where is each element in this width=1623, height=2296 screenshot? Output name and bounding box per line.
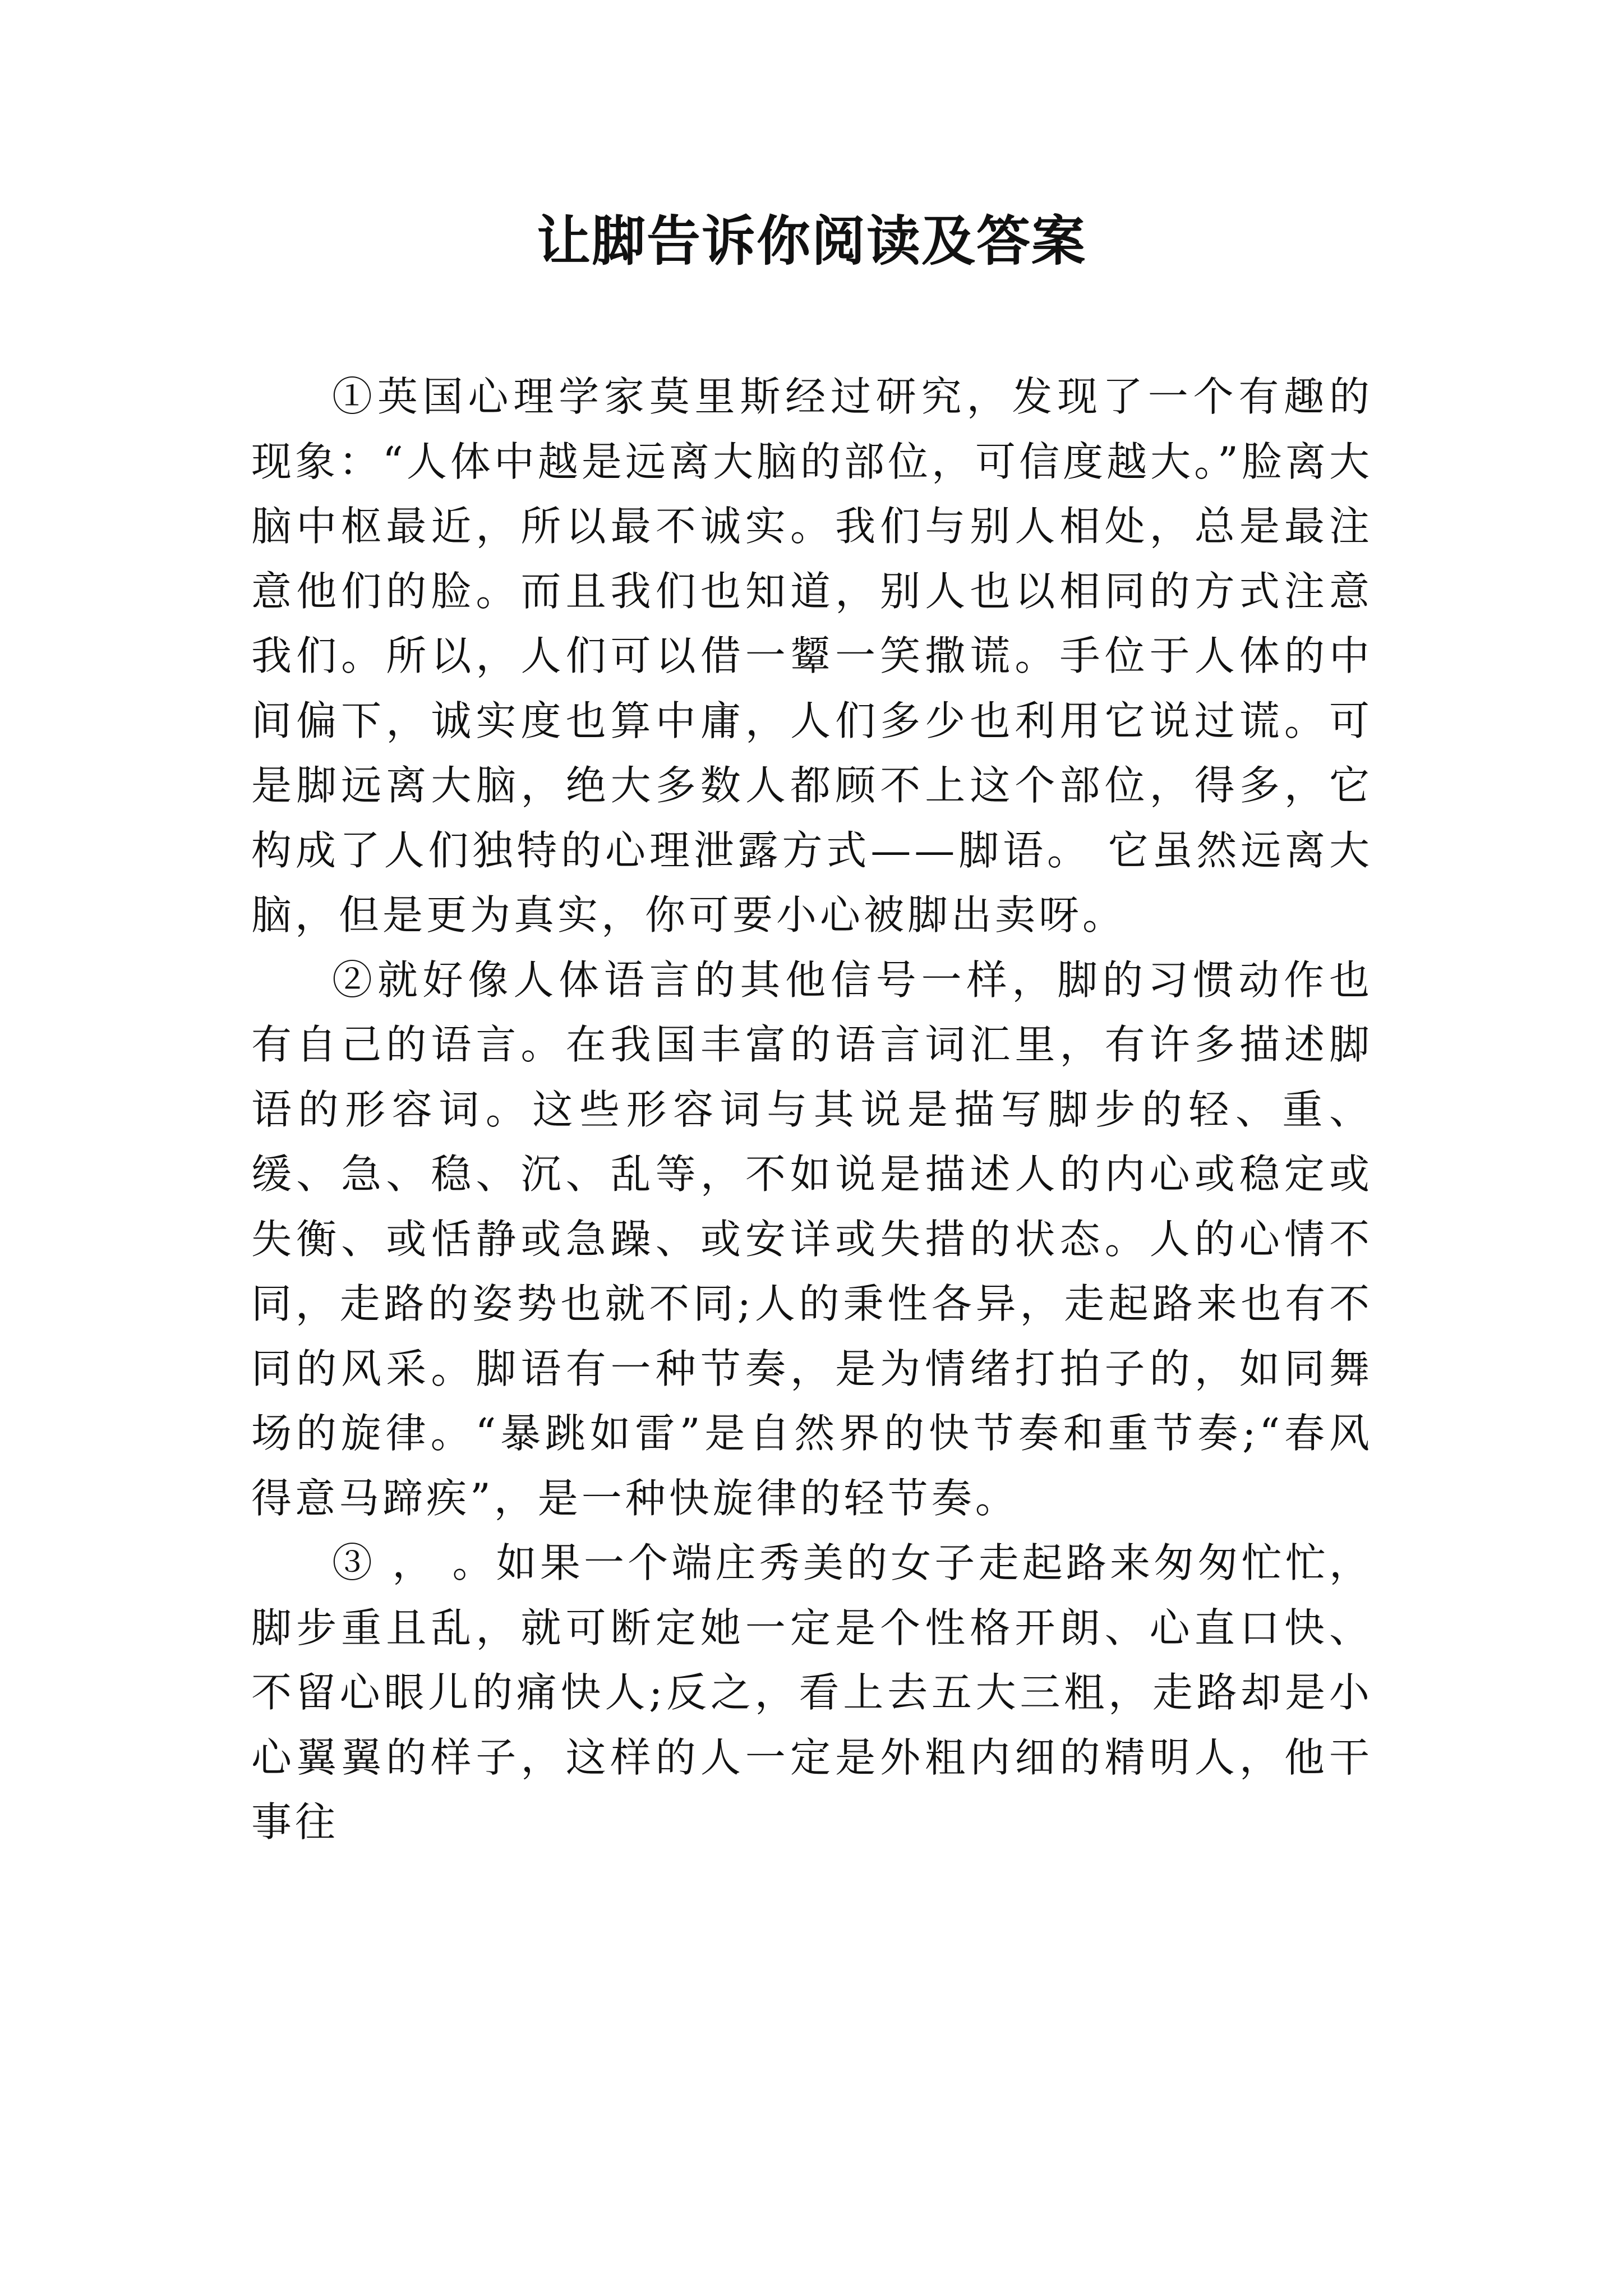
document-body xyxy=(251,365,1373,1855)
paragraph-2: ②就好像人体语言的其他信号一样，脚的习惯动作也有自己的语言。在我国丰富的语言词汇里，有许多描述脚语的形容词。这些形容词与其说是描写脚步的轻、重、缓、急、稳、沉、乱等，不如说是描述人的内心或稳定或失衡、或恬静或急躁、或安详或失措的状态。人的心情不同，走路的姿势也就不同;人的秉性各异，走起路来也有不同的风采。脚语有一种节奏，是为情绪打拍子的，如同舞场的旋律。“暴跳如雷”是自然界的快节奏和重节奏;“春风得意马蹄疾”，是一种快旋律的轻节奏。 xyxy=(251,956,1373,1522)
paragraph-1: ①英国心理学家莫里斯经过研究，发现了一个有趣的现象：“人体中越是远离大脑的部位，可信度越大。”脸离大脑中枢最近，所以最不诚实。我们与别人相处，总是最注意他们的脸。而且我们也知道，别人也以相同的方式注意我们。所以，人们可以借一颦一笑撒谎。手位于人体的中间偏下，诚实度也算中庸，人们多少也利用它说过谎。可是脚远离大脑，绝大多数人都顾不上这个部位，得多，它构成了人们独特的心理泄露方式——脚语。 它虽然远离大脑，但是更为真实，你可要小心被脚出卖呀。 xyxy=(251,373,1373,938)
paragraph-3: ③ ， 。如果一个端庄秀美的女子走起路来匆匆忙忙，脚步重且乱，就可断定她一定是个性格开朗、心直口快、不留心眼儿的痛快人;反之，看上去五大三粗，走路却是小心翼翼的样子，这样的人一定是外粗内细的精明人，他干事往 xyxy=(251,1539,1373,1846)
document-title: 让脚告诉你阅读及答案 xyxy=(537,209,1086,273)
